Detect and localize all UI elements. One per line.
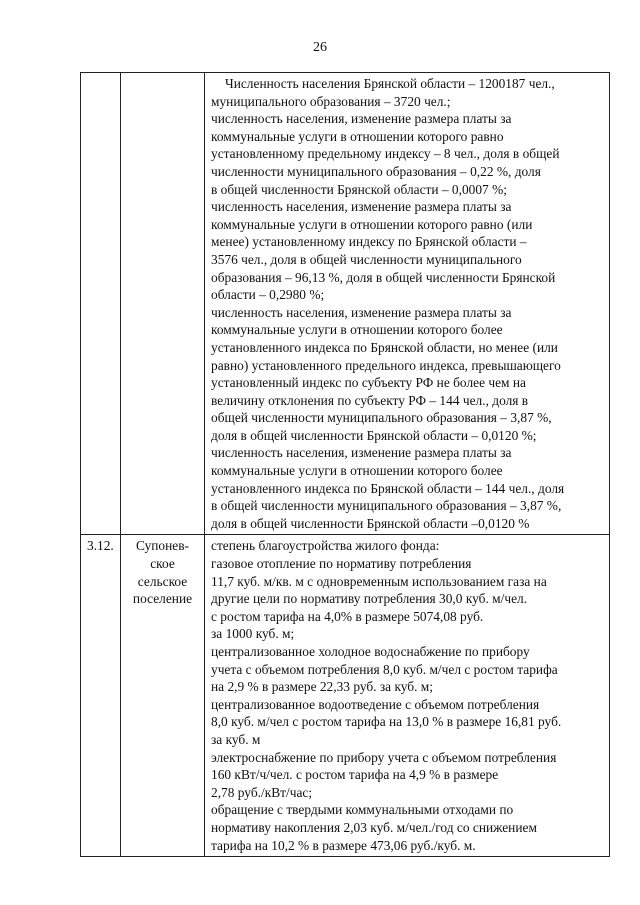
description-line: электроснабжение по прибору учета с объемом потребления (211, 749, 557, 765)
description-line: численность населения, изменение размера платы за (211, 304, 512, 320)
municipality-name-line: сельское (137, 573, 188, 589)
description-line: доля в общей численности Брянской области – 0,0120 %; (211, 427, 537, 443)
description-line: менее) установленному индексу по Брянской области – (211, 234, 527, 250)
description-line: коммунальные услуги в отношении которого более (211, 463, 503, 479)
description-line: установленного индекса по Брянской области, но менее (или (211, 339, 558, 355)
description-line: численность населения, изменение размера платы за (211, 199, 512, 215)
description-line: с ростом тарифа на 4,0% в размере 5074,08 руб. (211, 608, 484, 624)
description-line: газовое отопление по нормативу потребления (211, 556, 472, 572)
description-line: муниципального образования – 3720 чел.; (211, 93, 451, 109)
description-line: учета с объемом потребления 8,0 куб. м/чел с ростом тарифа (211, 661, 558, 677)
description-line: численность населения, изменение размера платы за (211, 445, 512, 461)
municipality-name-line: поселение (132, 591, 193, 607)
description-line: общей численности муниципального образования – 3,87 %, (211, 410, 552, 426)
description-line: обращение с твердыми коммунальными отходами по (211, 802, 514, 818)
description-cell (205, 73, 610, 535)
description-cell (205, 535, 610, 857)
description-line: в общей численности муниципального образования – 3,87 %, (211, 498, 562, 514)
description-line: 2,78 руб./кВт/час; (211, 784, 313, 800)
description-line: установленному предельному индексу – 8 чел., доля в общей (211, 146, 560, 162)
description-line: коммунальные услуги в отношении которого равно (или (211, 216, 533, 232)
municipality-name-line: Супонев- (135, 538, 190, 554)
description-line: Численность населения Брянской области – 1200187 чел., (225, 76, 555, 91)
table-row (81, 535, 610, 857)
description-line: области – 0,2980 %; (211, 287, 325, 303)
municipality-name-cell (121, 535, 205, 857)
description-line: установленного индекса по Брянской области – 144 чел., доля (211, 480, 565, 496)
row-number-cell (81, 73, 121, 535)
description-line: установленный индекс по субъекту РФ не более чем на (211, 375, 526, 391)
description-line: централизованное водоотведение с объемом потребления (211, 696, 540, 712)
document-table (80, 72, 610, 857)
description-line: на 2,9 % в размере 22,33 руб. за куб. м; (211, 679, 433, 695)
municipality-name-cell (121, 73, 205, 535)
description-line: 3576 чел., доля в общей численности муниципального (211, 251, 522, 267)
description-line: в общей численности Брянской области – 0,0007 %; (211, 181, 507, 197)
description-line: численность населения, изменение размера платы за (211, 111, 512, 127)
description-line: образования – 96,13 %, доля в общей численности Брянской (211, 269, 556, 285)
description-line: за куб. м (211, 731, 261, 747)
description-line: степень благоустройства жилого фонда: (211, 538, 440, 554)
description-line: 160 кВт/ч/чел. с ростом тарифа на 4,9 % в размере (211, 767, 499, 783)
description-line: 11,7 куб. м/кв. м с одновременным использованием газа на (211, 573, 547, 589)
table-row (81, 73, 610, 535)
description-line: доля в общей численности Брянской области –0,0120 % (211, 515, 530, 531)
municipality-name-line: ское (150, 556, 175, 572)
description-line: нормативу накопления 2,03 куб. м/чел./год со снижением (211, 819, 537, 835)
row-number-cell: 3.12. (81, 535, 121, 857)
description-line: 8,0 куб. м/чел с ростом тарифа на 13,0 % в размере 16,81 руб. (211, 714, 562, 730)
description-line: равно) установленного предельного индекса, превышающего (211, 357, 561, 373)
description-line: коммунальные услуги в отношении которого равно (211, 128, 504, 144)
description-line: численности муниципального образования – 0,22 %, доля (211, 163, 541, 179)
description-line: другие цели по нормативу потребления 30,0 куб. м/чел. (211, 591, 528, 607)
description-line: величину отклонения по субъекту РФ – 144 чел., доля в (211, 392, 529, 408)
description-line: централизованное холодное водоснабжение по прибору (211, 644, 530, 659)
page-number: 26 (313, 40, 327, 55)
description-line: коммунальные услуги в отношении которого более (211, 322, 503, 338)
description-line: тарифа на 10,2 % в размере 473,06 руб./куб. м. (211, 837, 476, 853)
description-line: за 1000 куб. м; (211, 626, 295, 642)
